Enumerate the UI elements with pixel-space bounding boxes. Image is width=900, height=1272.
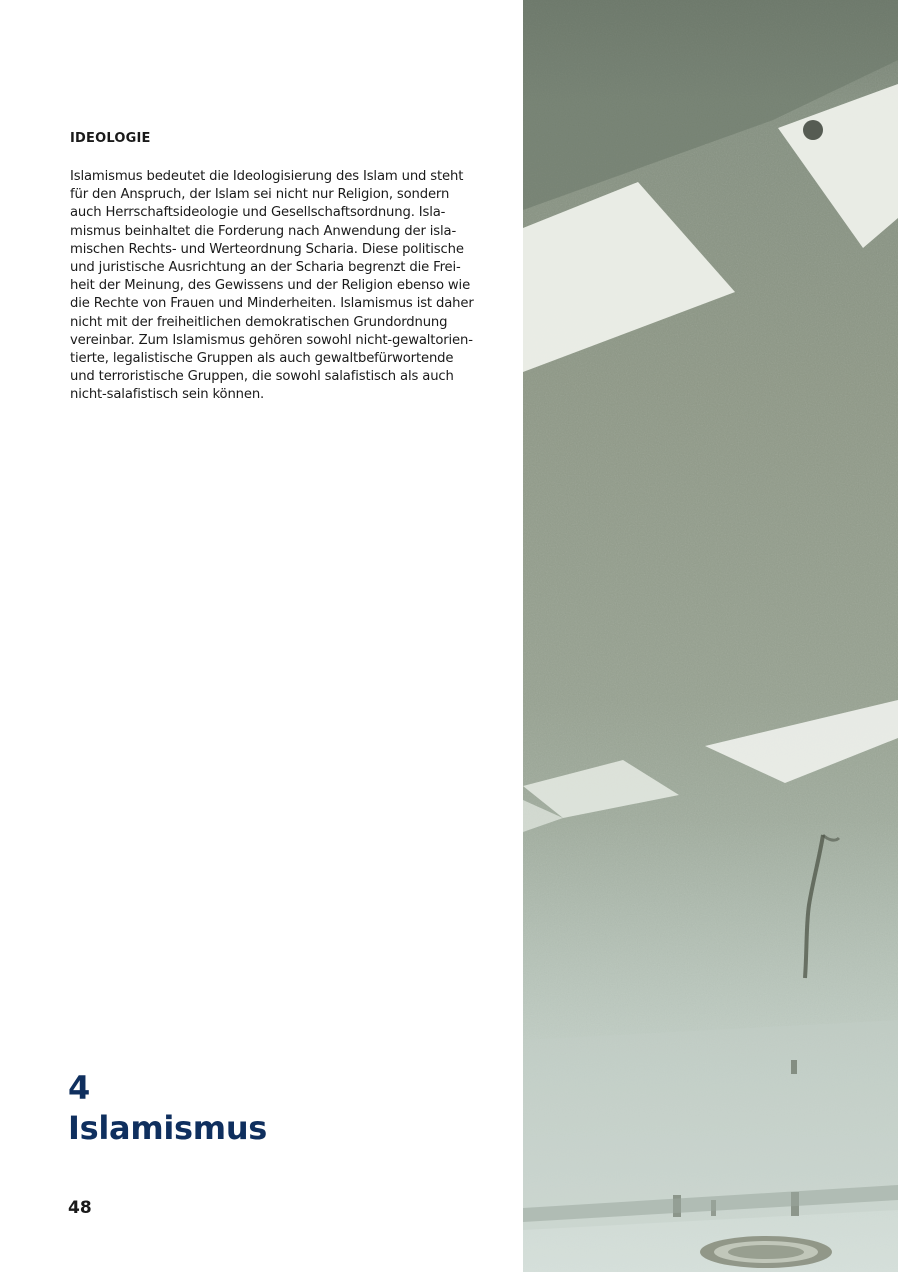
body-line: mischen Rechts- und Werteordnung Scharia. Diese politische	[70, 241, 464, 257]
body-line: die Rechte von Frauen und Minderheiten. Islamismus ist daher	[70, 296, 474, 312]
chapter-name: Islamismus	[68, 1109, 268, 1147]
body-line: auch Herrschaftsideologie und Gesellschaftsordnung. Isla-	[70, 205, 446, 221]
manhole-cover-ring	[728, 1245, 804, 1259]
body-line: nicht-salafistisch sein können.	[70, 387, 265, 403]
body-line: mismus beinhaltet die Forderung nach Anwendung der isla-	[70, 223, 457, 239]
body-line: vereinbar. Zum Islamismus gehören sowohl nicht-gewaltorien-	[70, 332, 473, 348]
body-line: und terroristische Gruppen, die sowohl salafistisch als auch	[70, 369, 454, 385]
wet-asphalt-road-markings-photo	[523, 0, 898, 1272]
body-line: für den Anspruch, der Islam sei nicht nur Religion, sondern	[70, 187, 450, 203]
chapter-title	[68, 1068, 267, 1148]
text-column	[70, 130, 474, 405]
section-heading: IDEOLOGIE	[70, 131, 151, 146]
page-number: 48	[68, 1198, 92, 1218]
stain-spot	[803, 120, 823, 140]
body-line: tierte, legalistische Gruppen als auch gewaltbefürwortende	[70, 351, 454, 367]
body-line: nicht mit der freiheitlichen demokratischen Grundordnung	[70, 314, 448, 330]
body-paragraph	[70, 168, 474, 405]
photo-svg	[523, 0, 898, 1272]
body-line: Islamismus bedeutet die Ideologisierung des Islam und steht	[70, 169, 464, 184]
reflection-detail	[791, 1060, 797, 1074]
chapter-number: 4	[68, 1069, 90, 1107]
body-line: und juristische Ausrichtung an der Scharia begrenzt die Frei-	[70, 260, 461, 276]
body-line: heit der Meinung, des Gewissens und der Religion ebenso wie	[70, 278, 471, 294]
